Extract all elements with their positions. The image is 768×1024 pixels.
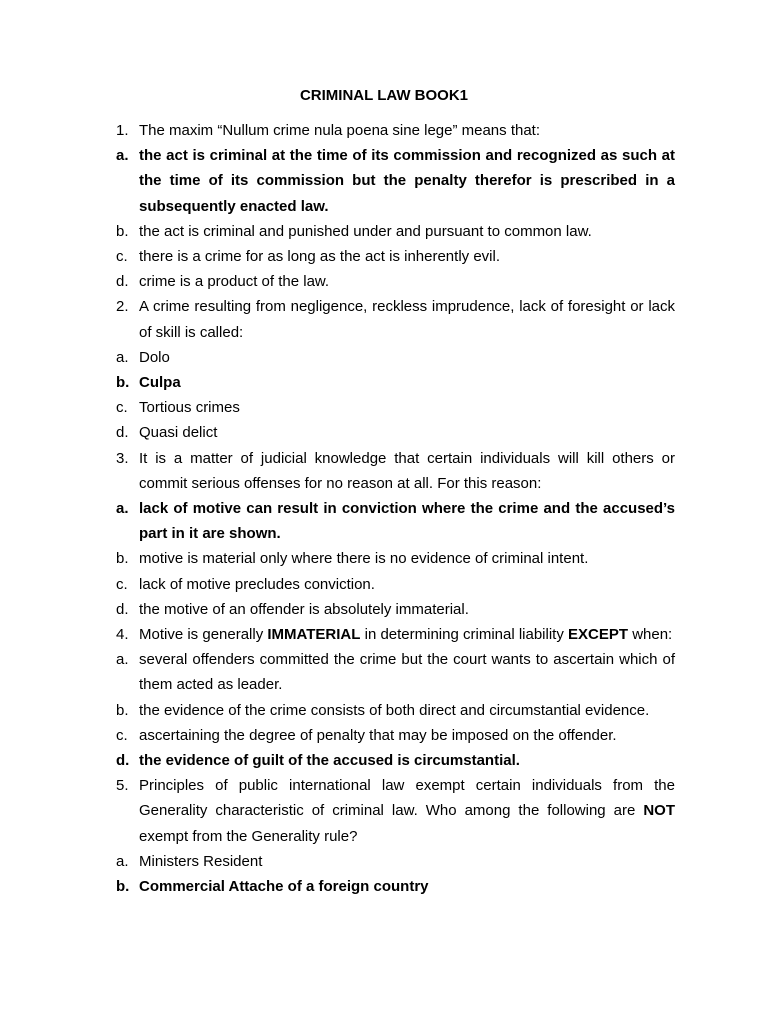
question-text-part: Motive is generally: [139, 626, 268, 644]
emphasis-not: NOT: [643, 802, 675, 820]
item-number: 5.: [116, 777, 129, 795]
choice-text: lack of motive can result in conviction where the crime and the accused’s part in it are shown.: [139, 500, 675, 543]
choice-1a-answer: [0, 143, 768, 219]
choice-text: several offenders committed the crime but the court wants to ascertain which of them acted as leader.: [139, 651, 675, 694]
choice-letter: b.: [116, 374, 130, 392]
choice-text: there is a crime for as long as the act is inherently evil.: [139, 248, 500, 266]
choice-3b: [0, 546, 768, 571]
choice-text: the evidence of guilt of the accused is circumstantial.: [139, 752, 520, 770]
question-text: [139, 773, 675, 849]
choice-letter: d.: [116, 600, 129, 618]
choice-text: motive is material only where there is no evidence of criminal intent.: [139, 550, 589, 568]
choice-letter: a.: [116, 348, 129, 366]
choice-text: the act is criminal at the time of its commission and recognized as such at the time of its commission but the penalty therefor is prescribed in a subsequently enacted law.: [139, 147, 675, 215]
question-text-part: in determining criminal liability: [360, 626, 569, 644]
choice-5a: [0, 849, 768, 874]
choice-letter: a.: [116, 147, 129, 165]
question-text-part: when:: [628, 626, 673, 644]
choice-letter: b.: [116, 222, 129, 240]
question-text-part: exempt from the Generality rule?: [139, 827, 358, 845]
choice-5b-answer: [0, 874, 768, 899]
question-text: [139, 622, 675, 647]
choice-letter: a.: [116, 852, 129, 870]
choice-2d: [0, 420, 768, 445]
question-text: It is a matter of judicial knowledge that certain individuals will kill others or commit serious offenses for no reason at all. For this reason:: [139, 449, 675, 492]
question-5: [0, 773, 768, 849]
choice-text: Commercial Attache of a foreign country: [139, 878, 429, 896]
choice-text: Dolo: [139, 348, 170, 366]
emphasis-immaterial: IMMATERIAL: [267, 626, 361, 644]
item-number: 2.: [116, 298, 129, 316]
choice-3c: [0, 572, 768, 597]
choice-letter: c.: [116, 575, 128, 593]
choice-3d: [0, 597, 768, 622]
choice-4b: [0, 698, 768, 723]
choice-text: crime is a product of the law.: [139, 273, 330, 291]
choice-letter: b.: [116, 701, 129, 719]
choice-letter: b.: [116, 878, 130, 896]
choice-letter: c.: [116, 726, 128, 744]
item-number: 1.: [116, 122, 129, 139]
choice-text: Ministers Resident: [139, 852, 263, 870]
question-2: [0, 294, 768, 344]
choice-letter: d.: [116, 752, 130, 770]
choice-4c: [0, 723, 768, 748]
choice-2c: [0, 395, 768, 420]
choice-letter: d.: [116, 273, 129, 291]
question-4: [0, 622, 768, 647]
choice-3a-answer: [0, 496, 768, 546]
choice-text: Tortious crimes: [139, 399, 240, 417]
document-title: CRIMINAL LAW BOOK1: [299, 87, 469, 104]
choice-letter: c.: [116, 248, 128, 266]
choice-text: Culpa: [139, 374, 181, 392]
item-number: 3.: [116, 449, 129, 467]
choice-letter: c.: [116, 399, 128, 417]
question-text-part: Principles of public international law exempt certain individuals from the Generality characteristic of criminal law. Who among the following are: [139, 777, 675, 820]
choice-1c: [0, 244, 768, 269]
choice-letter: a.: [116, 651, 129, 669]
choice-2a: [0, 345, 768, 370]
choice-1d: [0, 269, 768, 294]
choice-4d-answer: [0, 748, 768, 773]
emphasis-except: EXCEPT: [568, 626, 629, 644]
choice-text: the motive of an offender is absolutely immaterial.: [139, 600, 469, 618]
question-text: The maxim “Nullum crime nula poena sine lege” means that:: [139, 122, 541, 139]
item-number: 4.: [116, 626, 129, 644]
choice-text: the evidence of the crime consists of both direct and circumstantial evidence.: [139, 701, 650, 719]
choice-text: ascertaining the degree of penalty that may be imposed on the offender.: [139, 726, 617, 744]
question-3: [0, 446, 768, 496]
question-list: [0, 118, 768, 899]
question-text: A crime resulting from negligence, reckless imprudence, lack of foresight or lack of skill is called:: [139, 298, 675, 341]
choice-letter: d.: [116, 424, 129, 442]
choice-2b-answer: [0, 370, 768, 395]
question-1: [0, 118, 768, 143]
choice-letter: a.: [116, 500, 129, 518]
choice-4a: [0, 647, 768, 697]
choice-text: Quasi delict: [139, 424, 218, 442]
choice-text: the act is criminal and punished under and pursuant to common law.: [139, 222, 592, 240]
choice-1b: [0, 219, 768, 244]
choice-text: lack of motive precludes conviction.: [139, 575, 375, 593]
choice-letter: b.: [116, 550, 129, 568]
